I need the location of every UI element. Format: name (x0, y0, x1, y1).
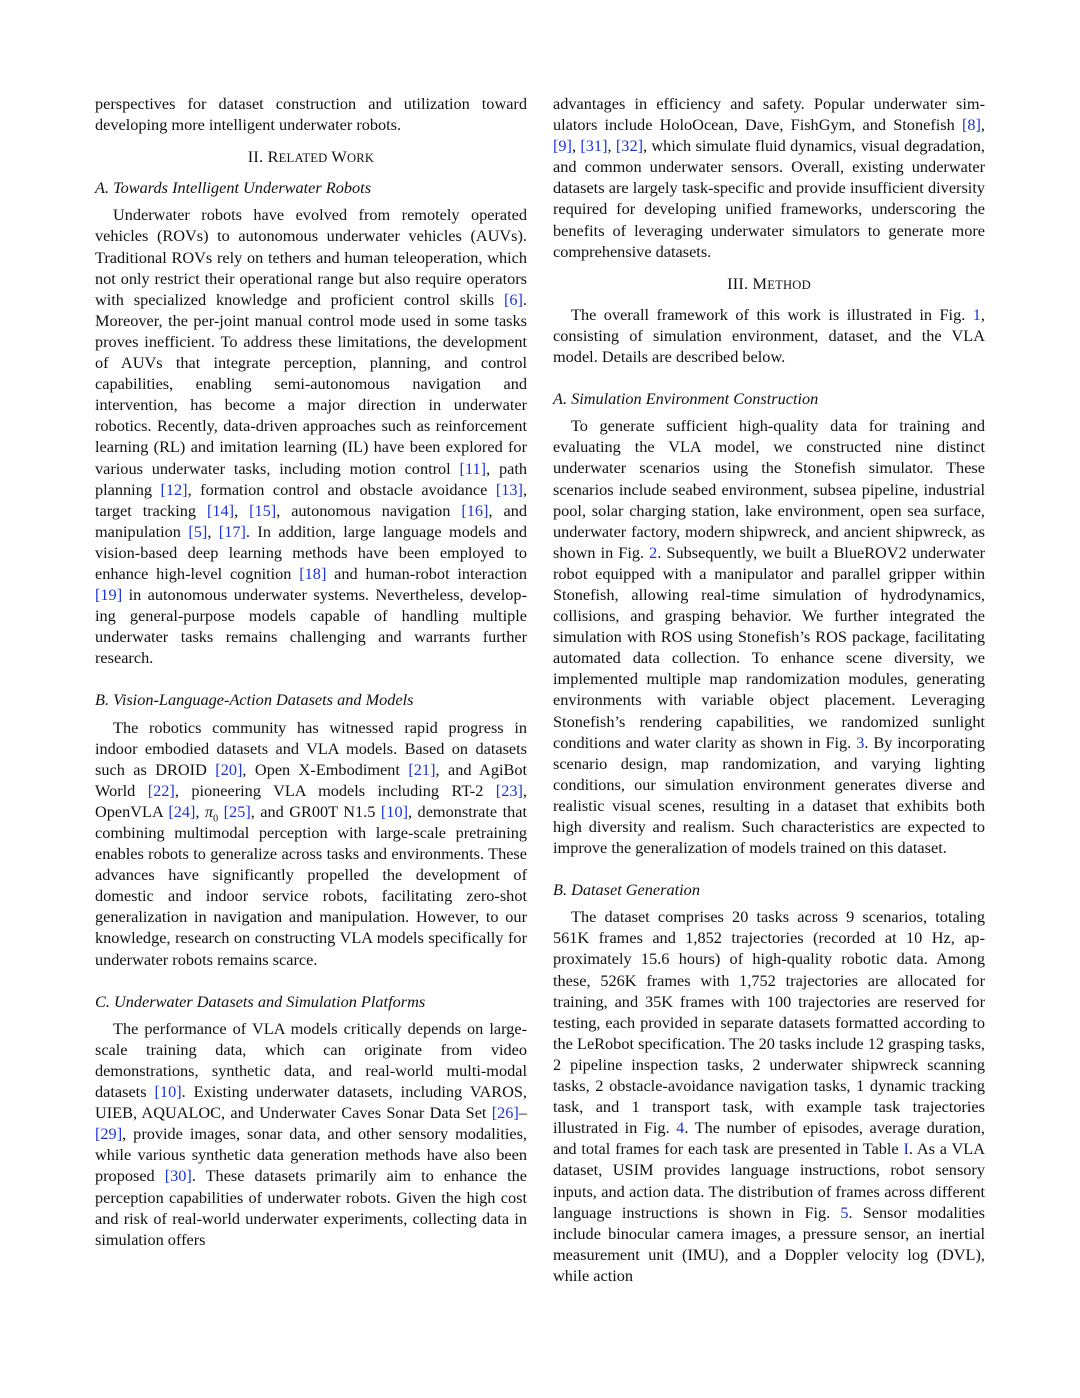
paragraph-underwater-datasets: The performance of VLA models critically depends on large-scale training data, which can originate from video demonstrations, synthetic data, and real-world multi-modal datasets [10]. Existing underwater datasets, including VAROS, UIEB, AQUALOC, and Underwater Caves Sonar Data Set [26]–[29], provide images, sonar data, and other sensory modalities, while various synthetic data generation methods have also been proposed [30]. These datasets primarily aim to enhance the perception capabilities of underwater robots. Given the high cost and risk of real-world underwater experiments, collecting data in simulation offers (95, 1018, 528, 1249)
citation-link[interactable]: [17] (218, 521, 246, 541)
citation-link[interactable]: [26] (491, 1103, 519, 1123)
paragraph-intelligent-robots: Underwater robots have evolved from remotely operated vehicles (ROVs) to autonomous underwater vehicles (AUVs). Traditional ROVs rely on tethers and human teleoperation, which not only restrict their operational range but also require operators with specialized knowledge and proficient control skills [6]. Moreover, the per-joint manual control mode used in some tasks proves inefficient. To address these limitations, the development of AUVs that integrate perception, planning, and control capabilities, enabling semi-autonomous navigation and intervention, has become a major direction in underwater robotics. Recently, data-driven approaches such as reinforcement learning (RL) and imitation learning (IL) have been explored for various underwater tasks, including motion control [11], path planning [12], formation control and obstacle avoidance [13], target tracking [14], [15], autonomous navigation [16], and manipulation [5], [17]. In addition, large language models and vision-based deep learning methods have been employed to enhance high-level cognition [18] and human-robot interaction [19] in autonomous underwater systems. Nevertheless, developing general-purpose models capable of handling multiple underwater tasks remains challenging and warrants further research. (95, 205, 528, 668)
citation-link[interactable]: [30] (164, 1166, 192, 1186)
citation-link[interactable]: [12] (160, 479, 188, 499)
figure-link[interactable]: 3 (856, 732, 865, 752)
figure-link[interactable]: 2 (649, 542, 658, 562)
figure-link[interactable]: 4 (676, 1118, 685, 1138)
citation-link[interactable]: [24] (168, 801, 196, 821)
paragraph-simulators: advantages in efficiency and safety. Popular underwater simulators include HoloOcean, Dave, FishGym, and Stonefish [8], [9], [31], [32], which simulate fluid dynamics, visual degradation, and common underwater sensors. Overall, existing underwater datasets are largely task-specific and provide insufficient diversity required for developing unified frameworks, underscoring the benefits of leveraging underwater simulators to generate more comprehensive datasets. (553, 94, 985, 261)
citation-link[interactable]: [18] (299, 563, 327, 583)
paragraph-vla-datasets: The robotics community has witnessed rapid progress in indoor embodied datasets and VLA models. Based on datasets such as DROID [20], Open X-Embodiment [21], and AgiBot World [22], pioneering VLA models including RT-2 [23], OpenVLA [24], $\pi_0$ [25], and GR00T N1.5 [10], demonstrate that combining multimodal perception with large-scale pretraining enables robots to generalize across tasks and environments. These advances have significantly propelled the development of domestic and indoor service robots, facilitating zero-shot generalization in navigation and manipulation. However, to our knowledge, research on constructing VLA models specifically for underwater robots remains scarce. (95, 717, 528, 969)
citation-link[interactable]: [21] (408, 759, 436, 779)
citation-link[interactable]: [29] (95, 1124, 123, 1144)
intro-tail-paragraph: perspectives for dataset construction and utilization toward developing more intelligent underwater robots. (95, 94, 527, 135)
citation-link[interactable]: [8] (961, 115, 981, 135)
right-column (553, 93, 985, 1286)
citation-link[interactable]: [5] (188, 521, 208, 541)
paragraph-method-intro: The overall framework of this work is illustrated in Fig. 1, consisting of simulation environment, dataset, and the VLA model. Details are described below. (553, 304, 985, 367)
figure-link[interactable]: 1 (972, 304, 981, 324)
citation-link[interactable]: [16] (461, 500, 489, 520)
citation-link[interactable]: [9] (553, 136, 572, 156)
citation-link[interactable]: [19] (95, 585, 123, 605)
citation-link[interactable]: [32] (615, 136, 644, 156)
citation-link[interactable]: [23] (495, 780, 523, 800)
citation-link[interactable]: [13] (495, 479, 523, 499)
citation-link[interactable]: [11] (459, 458, 487, 478)
section-heading-method: III. METHOD (727, 273, 811, 293)
paragraph-dataset-generation: The dataset comprises 20 tasks across 9 scenarios, totaling 561K frames and 1,852 trajectories (recorded at 10 Hz, approximately 15.6 hours) of high-quality robotic data. Among these, 526K frames with 1,752 trajectories are allocated for training, and 35K frames with 100 trajectories are reserved for testing, each provided in separate datasets formatted according to the LeRobot specification. The 20 tasks include 12 grasping tasks, 2 pipeline inspection tasks, 2 underwater shipwreck scanning tasks, 2 obstacle-avoidance navigation tasks, 1 dynamic tracking task, and 1 transport task, with example task trajectories illustrated in Fig. 4. The number of episodes, average duration, and total frames for each task are presented in Table I. As a VLA dataset, USIM provides language instructions, robot sensory inputs, and action data. The distribution of frames across different language instructions is shown in Fig. 5. Sensor modalities include binocular camera images, a pressure sensor, an inertial measurement unit (IMU), and a Doppler velocity log (DVL), while action (553, 907, 985, 1285)
citation-link[interactable]: [25] (223, 801, 251, 821)
subsection-heading-intelligent-robots: A. Towards Intelligent Underwater Robots (95, 178, 372, 198)
subsection-heading-dataset-generation: B. Dataset Generation (553, 880, 700, 900)
citation-link[interactable]: [10] (154, 1082, 182, 1102)
citation-link[interactable]: [10] (380, 801, 409, 821)
citation-link[interactable]: [20] (215, 759, 243, 779)
paragraph-simulation-environment: To generate sufficient high-quality data for training and evaluating the VLA model, we constructed nine distinct underwater scenarios using the Stonefish simulator. These scenarios include seabed environment, subsea pipeline, industrial pool, solar charging station, lake environment, open sea surface, underwater factory, modern shipwreck, and ancient shipwreck, as shown in Fig. 2. Subsequently, we built a BlueROV2 underwater robot equipped with a manipulator and parallel gripper within Stonefish, allowing real-time simulation of hydrodynamics, collisions, and grasping behavior. We further integrated the simulation with ROS using Stonefish’s ROS package, facilitating automated data collection. To enhance scene diversity, we implemented multiple map randomization modules, generating environments with variable object placement. Leveraging Stonefish’s rendering capabilities, we randomized sunlight conditions and water clarity as shown in Fig. 3. By incorporating scenario design, map randomization, and varying lighting conditions, our simulation environment generates diverse and realistic visual scenes, resulting in a dataset that exhibits both high diversity and realism. Such characteristics are expected to improve the generalization of models trained on this dataset. (553, 416, 985, 858)
table-link[interactable]: I (903, 1139, 909, 1159)
subsection-heading-underwater-datasets: C. Underwater Datasets and Simulation Platforms (95, 991, 426, 1011)
left-column (95, 93, 527, 1250)
citation-link[interactable]: [15] (249, 500, 277, 520)
citation-link[interactable]: [6] (503, 289, 523, 309)
subsection-heading-vla-datasets: B. Vision-Language-Action Datasets and Models (95, 690, 414, 710)
subsection-heading-simulation-environment: A. Simulation Environment Construction (553, 389, 819, 409)
figure-link[interactable]: 5 (840, 1202, 849, 1222)
citation-link[interactable]: [14] (206, 500, 235, 520)
citation-link[interactable]: [22] (147, 780, 175, 800)
section-heading-related-work: II. RELATED WORK (247, 147, 375, 167)
citation-link[interactable]: [31] (580, 136, 608, 156)
